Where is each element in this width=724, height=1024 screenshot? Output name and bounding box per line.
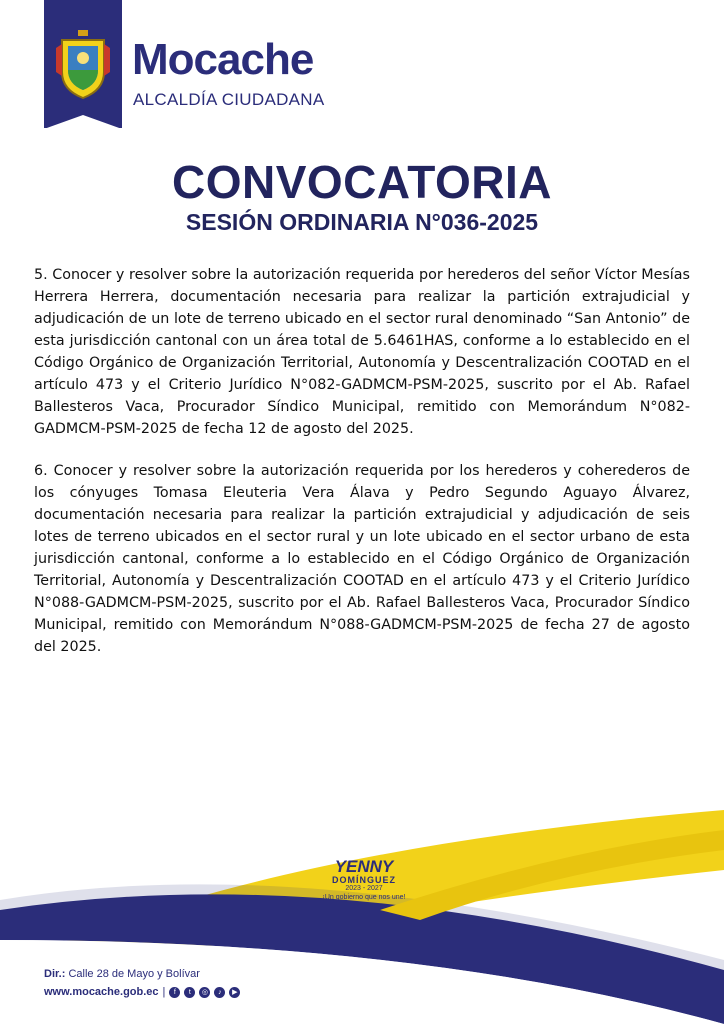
address-label: Dir.: bbox=[44, 968, 66, 980]
youtube-icon[interactable]: ▶ bbox=[229, 987, 240, 998]
instagram-icon[interactable]: ◎ bbox=[199, 987, 210, 998]
footer-address bbox=[44, 968, 200, 980]
brand-subtitle: ALCALDÍA CIUDADANA bbox=[133, 90, 325, 109]
document-subtitle: SESIÓN ORDINARIA N°036-2025 bbox=[185, 209, 539, 235]
signature-first-name: YENNY bbox=[334, 857, 394, 876]
coat-of-arms-logo bbox=[56, 30, 110, 100]
signature-last-name: DOMÍNGUEZ bbox=[332, 875, 396, 885]
mayor-signature-logo bbox=[316, 858, 412, 901]
term-years: 2023 - 2027 bbox=[345, 885, 383, 892]
footer-separator: | bbox=[162, 986, 166, 998]
slogan: ¡Un gobierno que nos une! bbox=[322, 894, 406, 901]
agenda-item-6: 6. Conocer y resolver sobre la autorización requerida por los herederos y coherederos de los cónyuges Tomasa Eleuteria Vera Álava y Pedro Segundo Aguayo Álvarez, documentación necesaria para realizar la partición extrajudicial y adjudicación de seis lotes de terreno ubicados en el sector rural y un lote ubicado en el sector urbano de esta jurisdicción cantonal, conforme a lo establecido en el Código Orgánico de Organización Territorial, Autonomía y Descentralización COOTAD en el artículo 473 y el Criterio Jurídico N°088-GADMCM-PSM-2025, suscrito por el Ab. Rafael Ballesteros Vaca, Procurador Síndico Municipal, remitido con Memorándum N°088-GADMCM-PSM-2025 de fecha 27 de agosto del 2025. bbox=[34, 463, 690, 655]
brand-name: Mocache bbox=[132, 35, 314, 84]
tiktok-icon[interactable]: ♪ bbox=[214, 987, 225, 998]
agenda-item-5: 5. Conocer y resolver sobre la autorización requerida por herederos del señor Víctor Mesías Herrera Herrera, documentación necesaria para realizar la partición extrajudicial y adjudicación de un lote de terreno ubicado en el sector rural denominado “San Antonio” de esta jurisdicción cantonal con un área total de 5.6461HAS, conforme a lo establecido en el Código Orgánico de Organización Territorial, Autonomía y Descentralización COOTAD en el artículo 473 y el Criterio Jurídico N°082-GADMCM-PSM-2025, suscrito por el Ab. Rafael Ballesteros Vaca, Procurador Síndico Municipal, remitido con Memorándum N°082-GADMCM-PSM-2025 de fecha 12 de agosto del 2025. bbox=[34, 267, 690, 437]
website-link[interactable]: www.mocache.gob.ec bbox=[44, 986, 159, 998]
facebook-icon[interactable]: f bbox=[169, 987, 180, 998]
address-text: Calle 28 de Mayo y Bolívar bbox=[68, 968, 200, 980]
footer-web bbox=[44, 986, 240, 998]
twitter-icon[interactable]: t bbox=[184, 987, 195, 998]
document-title: CONVOCATORIA bbox=[172, 156, 552, 208]
